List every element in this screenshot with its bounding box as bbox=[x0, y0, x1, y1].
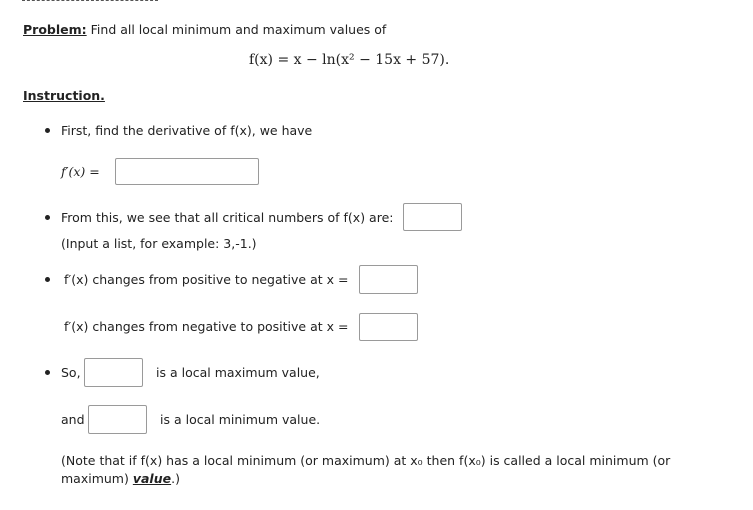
derivative-text: First, find the derivative of f(x), we have bbox=[61, 123, 313, 138]
problem-statement bbox=[23, 22, 386, 37]
and-label: and bbox=[61, 412, 85, 427]
note-value-link[interactable]: value bbox=[132, 471, 172, 486]
problem-text: Find all local minimum and maximum values of bbox=[90, 22, 387, 37]
top-divider bbox=[22, 0, 158, 1]
local-max-input[interactable] bbox=[84, 358, 143, 387]
so-label: So, bbox=[61, 365, 81, 380]
bullet bbox=[45, 277, 50, 282]
bullet bbox=[45, 370, 50, 375]
neg-to-pos-text: f′(x) changes from negative to positive at x = bbox=[64, 319, 349, 334]
pos-to-neg-text: f′(x) changes from positive to negative at x = bbox=[64, 272, 349, 287]
note-line-2 bbox=[61, 471, 180, 486]
local-min-input[interactable] bbox=[88, 405, 147, 434]
neg-to-pos-input[interactable] bbox=[359, 313, 418, 341]
note-line-1: (Note that if f(x) has a local minimum (or maximum) at x₀ then f(x₀) is called a local minimum (or bbox=[61, 453, 671, 468]
note-end: .) bbox=[171, 471, 180, 486]
bullet bbox=[45, 128, 50, 133]
problem-formula: f(x) = x − ln(x² − 15x + 57). bbox=[249, 52, 450, 68]
critical-text: From this, we see that all critical numbers of f(x) are: bbox=[61, 210, 394, 225]
critical-numbers-input[interactable] bbox=[403, 203, 462, 231]
local-max-text: is a local maximum value, bbox=[156, 365, 320, 380]
instruction-label: Instruction. bbox=[23, 88, 105, 103]
derivative-input[interactable] bbox=[115, 158, 259, 185]
derivative-label: f′(x) = bbox=[61, 164, 100, 179]
pos-to-neg-input[interactable] bbox=[359, 265, 418, 294]
bullet bbox=[45, 215, 50, 220]
problem-label: Problem: bbox=[23, 22, 87, 37]
critical-hint: (Input a list, for example: 3,-1.) bbox=[61, 236, 257, 251]
note-maximum: maximum) bbox=[61, 471, 129, 486]
local-min-text: is a local minimum value. bbox=[160, 412, 321, 427]
